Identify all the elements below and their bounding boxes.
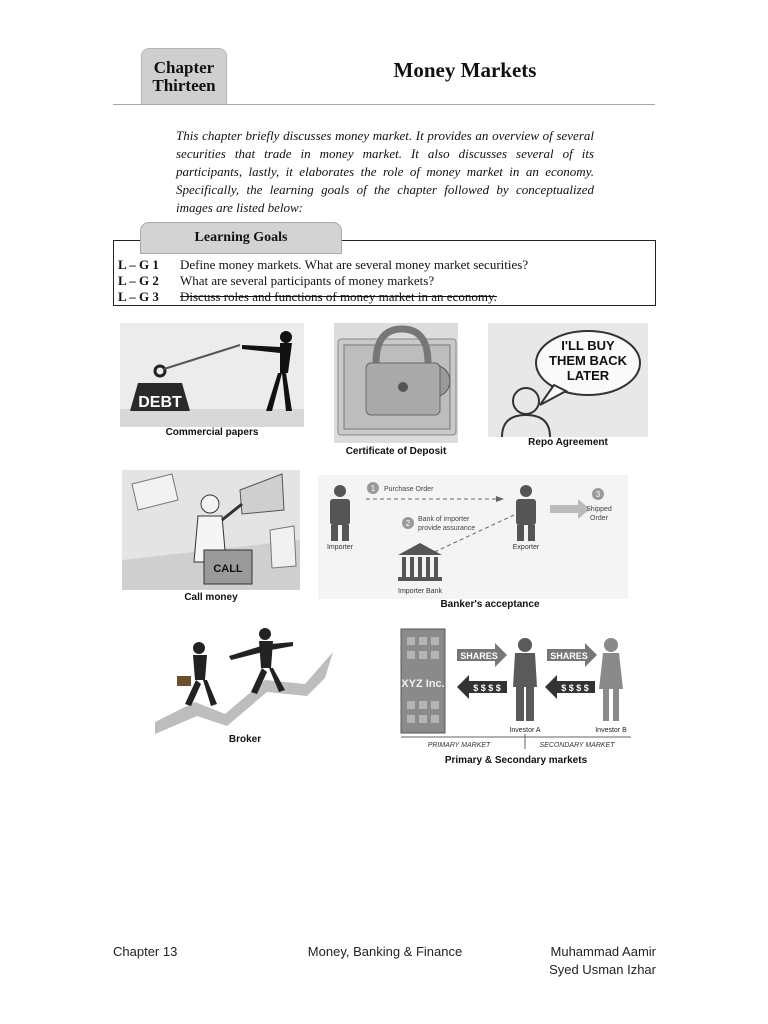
footer-author-1: Muhammad Aamir xyxy=(550,944,656,959)
repo-agreement-image xyxy=(488,323,648,437)
svg-text:1: 1 xyxy=(370,484,376,493)
secondary-market-label: SECONDARY MARKET xyxy=(539,742,615,749)
chapter-label: Chapter xyxy=(153,58,215,77)
caption-call-money: Call money xyxy=(184,592,238,603)
goal-text: Discuss roles and functions of money market in an economy. xyxy=(180,289,497,304)
call-money-image xyxy=(122,470,300,590)
caption-primary-secondary: Primary & Secondary markets xyxy=(444,755,588,766)
learning-goal-1 xyxy=(118,257,528,273)
step-2-line-2: provide assurance xyxy=(418,525,476,532)
broker-image xyxy=(155,622,335,734)
caption-certificate-of-deposit: Certificate of Deposit xyxy=(345,446,447,457)
investor-b-label: Investor B xyxy=(595,727,627,734)
call-box-label: CALL xyxy=(213,563,243,575)
caption-commercial-papers: Commercial papers xyxy=(165,427,259,438)
goal-text: What are several participants of money markets? xyxy=(180,273,435,288)
shares-label-primary: SHARES xyxy=(460,651,498,661)
svg-text:3: 3 xyxy=(595,490,601,499)
footer-author-2: Syed Usman Izhar xyxy=(549,962,656,977)
bubble-line-2: THEM BACK xyxy=(549,353,627,368)
primary-secondary-image xyxy=(399,625,633,753)
bubble-line-1: I'LL BUY xyxy=(561,338,615,353)
caption-repo-agreement: Repo Agreement xyxy=(528,437,608,448)
goal-code: L – G 2 xyxy=(118,273,159,288)
debt-label: DEBT xyxy=(138,394,182,411)
commercial-papers-image xyxy=(120,323,304,427)
footer-chapter: Chapter 13 xyxy=(113,944,178,959)
shares-label-secondary: SHARES xyxy=(550,651,588,661)
bubble-line-3: LATER xyxy=(566,368,610,383)
caption-broker: Broker xyxy=(228,734,262,745)
importer-bank-label: Importer Bank xyxy=(398,588,442,595)
step-3-line-2: Order xyxy=(590,515,608,522)
importer-label: Importer xyxy=(326,544,354,551)
goal-text: Define money markets. What are several money market securities? xyxy=(180,257,529,272)
step-1-label: Purchase Order xyxy=(384,486,434,493)
step-3-line-1: Shipped xyxy=(586,506,612,513)
certificate-of-deposit-image xyxy=(334,323,458,443)
investor-a-label: Investor A xyxy=(509,727,541,734)
company-label: XYZ Inc. xyxy=(401,678,445,690)
money-label-secondary: $ $ $ $ xyxy=(561,683,589,693)
footer-book-title: Money, Banking & Finance xyxy=(307,944,463,959)
caption-bankers-acceptance: Banker's acceptance xyxy=(440,599,540,610)
svg-text:2: 2 xyxy=(405,519,411,528)
goal-code: L – G 1 xyxy=(118,257,159,272)
chapter-number: Thirteen xyxy=(152,76,216,95)
chapter-tab xyxy=(141,48,227,105)
header-divider xyxy=(113,104,655,105)
step-2-line-1: Bank of importer xyxy=(418,516,470,523)
money-label-primary: $ $ $ $ xyxy=(473,683,501,693)
learning-goal-3 xyxy=(118,289,497,305)
exporter-label: Exporter xyxy=(512,544,540,551)
intro-paragraph: This chapter briefly discusses money market. It provides an overview of several securities that trade in money market. It also discusses several of its participants, lastly, it elaborates the role of money market in an economy. Specifically, the learning goals of the chapter followed by conceptualized images are listed below: xyxy=(176,128,594,215)
learning-goals-heading: Learning Goals xyxy=(140,222,342,254)
bankers-acceptance-image xyxy=(318,475,628,599)
goal-code: L – G 3 xyxy=(118,289,159,304)
page-title: Money Markets xyxy=(393,58,537,82)
primary-market-label: PRIMARY MARKET xyxy=(427,742,491,749)
learning-goal-2 xyxy=(118,273,434,289)
